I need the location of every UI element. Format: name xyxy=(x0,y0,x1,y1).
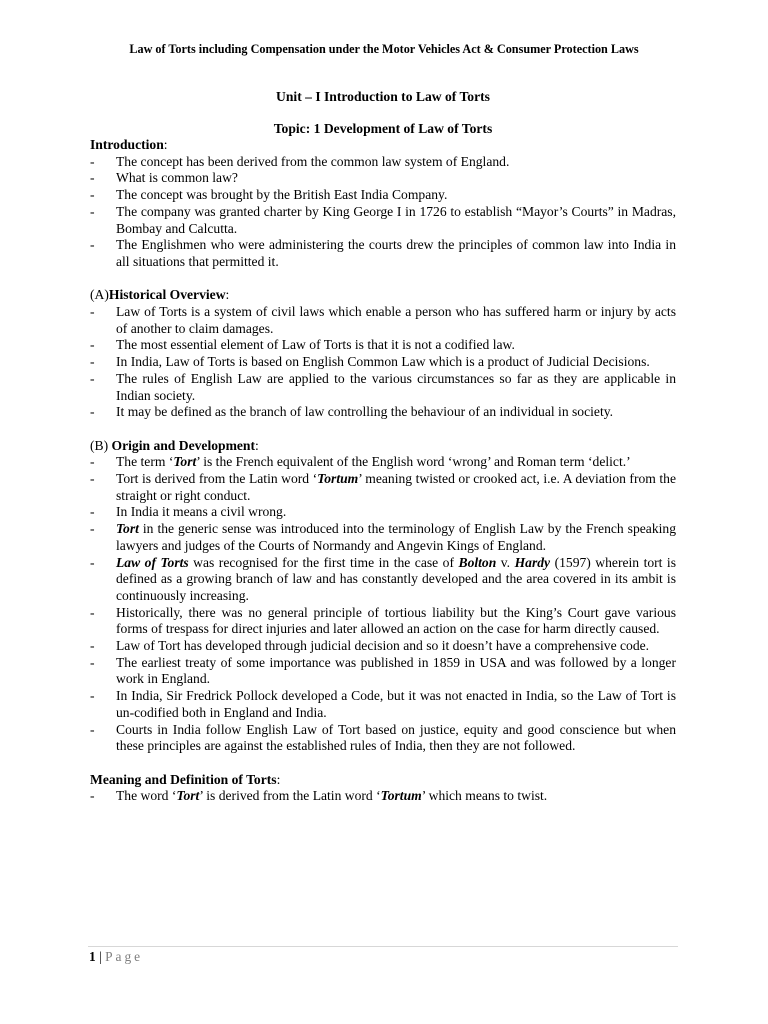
list-item: - The rules of English Law are applied to the various circumstances so far as they are applicable in Indian society. xyxy=(90,370,676,403)
list-item: - It may be defined as the branch of law controlling the behaviour of an individual in society. xyxy=(90,404,614,420)
running-header: Law of Torts including Compensation under the Motor Vehicles Act & Consumer Protection Laws xyxy=(129,42,639,56)
page-label: Page xyxy=(105,949,144,964)
list-item: - Law of Torts is a system of civil laws which enable a person who has suffered harm or injury by acts of another to claim damages. xyxy=(90,304,676,336)
list-item: - The Englishmen who were administering the courts drew the principles of common law into India in all situations that permitted it. xyxy=(90,237,676,269)
topic-title: Topic: 1 Development of Law of Torts xyxy=(273,121,493,136)
unit-title: Unit – I Introduction to Law of Torts xyxy=(276,89,490,104)
list-item: - The concept was brought by the British East India Company. xyxy=(90,187,448,203)
page-number: 1 xyxy=(89,949,96,964)
list-item: - In India, Sir Fredrick Pollock developed a Code, but it was not enacted in India, so the Law of Tort is un-codified both in England and India. xyxy=(90,688,676,720)
meaning-definition-list xyxy=(90,788,676,805)
introduction-list xyxy=(90,154,676,271)
page-content xyxy=(90,88,676,805)
list-item: - Tort is derived from the Latin word ‘Tortum’ meaning twisted or crooked act, i.e. A deviation from the straight or right conduct. xyxy=(90,471,676,503)
list-item: - The word ‘Tort’ is derived from the Latin word ‘Tortum’ which means to twist. xyxy=(90,788,548,804)
origin-development-list xyxy=(90,454,676,755)
historical-overview-list xyxy=(90,304,676,421)
list-item: - Law of Tort has developed through judicial decision and so it doesn’t have a comprehensive code. xyxy=(90,638,650,654)
list-item: - In India it means a civil wrong. xyxy=(90,504,287,520)
list-item: - Courts in India follow English Law of Tort based on justice, equity and good conscience but when these principles are against the established rules of India, then they are not followed. xyxy=(90,721,676,754)
list-item: - The term ‘Tort’ is the French equivalent of the English word ‘wrong’ and Roman term ‘delict.’ xyxy=(90,454,631,470)
origin-development-heading: (B) Origin and Development: xyxy=(90,437,259,453)
meaning-definition-heading: Meaning and Definition of Torts: xyxy=(90,771,281,787)
list-item: - Historically, there was no general principle of tortious liability but the King’s Court gave various forms of trespass for direct injuries and later allowed an action on the case for harm directly caused. xyxy=(90,604,676,637)
introduction-heading: Introduction: xyxy=(90,137,168,152)
list-item: - The most essential element of Law of Torts is that it is not a codified law. xyxy=(90,337,515,353)
page-footer: 1 | Page xyxy=(89,949,144,964)
list-item: - The company was granted charter by King George I in 1726 to establish “Mayor’s Courts” in Madras, Bombay and Calcutta. xyxy=(90,203,676,236)
footer-divider xyxy=(88,946,678,947)
list-item: - In India, Law of Torts is based on English Common Law which is a product of Judicial Decisions. xyxy=(90,354,650,370)
list-item: - Law of Torts was recognised for the first time in the case of Bolton v. Hardy (1597) wherein tort is defined as a growing branch of law and has constantly developed and the area covered in its ambit is continuously increasing. xyxy=(90,554,677,603)
historical-overview-heading: (A)Historical Overview: xyxy=(90,287,230,303)
list-item: - The earliest treaty of some importance was published in 1859 in USA and was followed by a longer work in England. xyxy=(90,654,676,687)
list-item: - What is common law? xyxy=(90,170,238,186)
list-item: - The concept has been derived from the common law system of England. xyxy=(90,153,510,169)
list-item: - Tort in the generic sense was introduced into the terminology of English Law by the French speaking lawyers and judges of the Courts of Normandy and Angevin Kings of England. xyxy=(90,521,676,553)
